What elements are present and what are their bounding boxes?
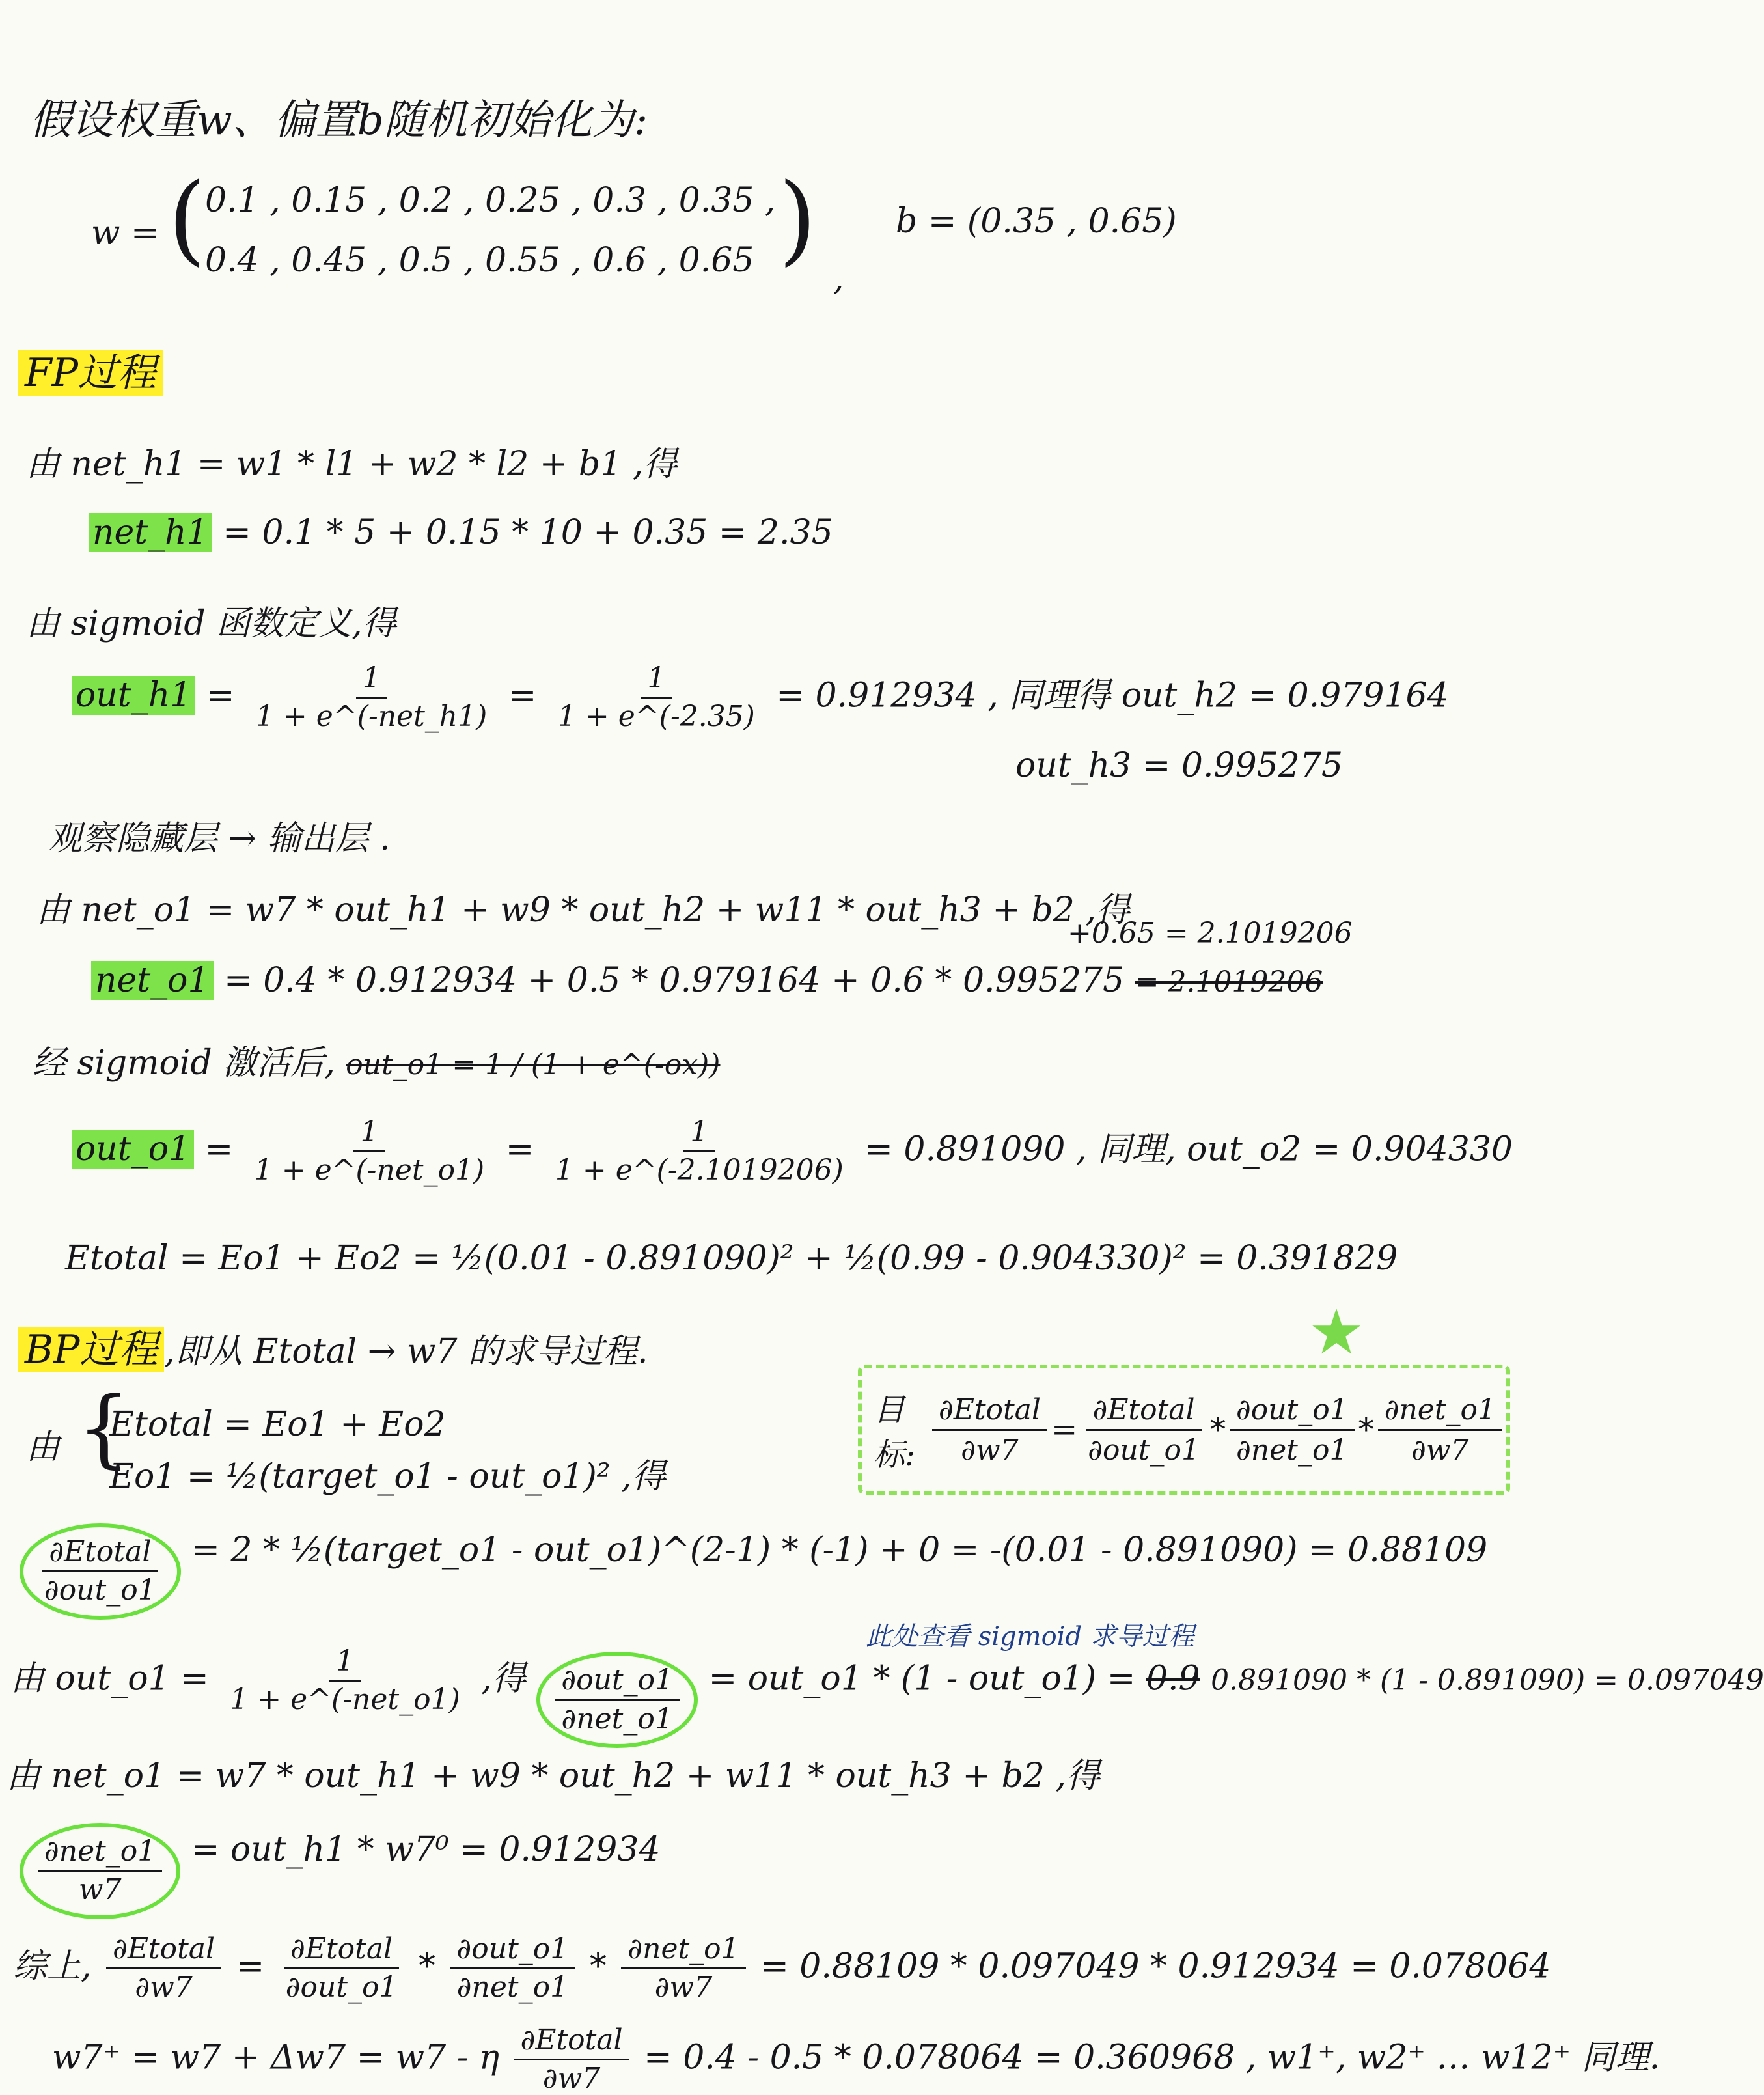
sigmoid-fraction-4: $\frac{1}{1 + e\^{}(-2.1019206)}$: [555, 1115, 844, 1187]
net-o1-highlight: net_o1: [91, 961, 214, 1000]
sigmoid-fraction-2: $\frac{1}{1 + e\^{}(-2.35)}$: [557, 661, 755, 734]
bp-derivative-2: 由 out_o1 = $\frac{1}{\text{1 + e\textasciicircum{}(-net\_o1)}}$ ,得 $\frac{\text{∂out\_o1}}{\text{∂net\_o1}}$ = out_o1 * (1 - out_o1) = 0.9 0.891090 * (1 - 0.891090) = 0.097049: [10, 1646, 1764, 1748]
bp-derivative-4: $\frac{\text{∂net\_o1}}{w7}$ = out_h1 * w7⁰ = 0.912934: [20, 1823, 660, 1919]
star-icon: ★: [1308, 1296, 1365, 1368]
fp-section-title: FP过程: [18, 352, 163, 395]
etotal-line: Etotal = Eo1 + Eo2 = ½(0.01 - 0.891090)² + ½(0.99 - 0.904330)² = 0.391829: [65, 1239, 1398, 1278]
fp-line-7: 由 net_o1 = w7 * out_h1 + w9 * out_h2 + w11 * out_h3 + b2 ,得: [36, 891, 1130, 930]
fp-line-2: net_h1 = 0.1 * 5 + 0.15 * 10 + 0.35 = 2.35: [89, 514, 833, 551]
w-label: w =: [91, 214, 159, 253]
left-paren: (: [168, 163, 206, 276]
b-equation: b = (0.35 , 0.65): [896, 202, 1177, 241]
derivative-circle-3: $\frac{\text{∂net\_o1}}{w7}$: [20, 1823, 180, 1919]
sigmoid-fraction-1: $\frac{1}{\text{1 + e\textasciicircum{}(-net\_h1)}}$: [255, 661, 488, 734]
brace: {: [77, 1378, 131, 1477]
fp-line-4: out_h1 = $\frac{1}{\text{1 + e\textasciicircum{}(-net\_h1)}}$ = $\frac{1}{1 + e\^{}(-2.35)}$ = 0.912934 , 同理得 out_h2 = 0.979164: [72, 663, 1449, 733]
bp-section-title: BP过程 ,即从 Etotal → w7 的求导过程.: [18, 1328, 648, 1371]
w-row-2: 0.4 , 0.45 , 0.5 , 0.55 , 0.6 , 0.65: [205, 241, 754, 280]
out-o1-highlight: out_o1: [72, 1130, 194, 1169]
summary-line: 综上, $\frac{\text{∂Etotal}}{\partial w7}$ = $\frac{\text{∂Etotal}}{\text{∂out\_o1}}$ * $\frac{\text{∂out\_o1}}{\text{∂net\_o1}}$ * $\frac{\text{∂net\_o1}}{\partial w7}$ = 0.88109 * 0.097049 * 0.912934 = 0.078064: [13, 1932, 1551, 2005]
goal-box: 目标: $\frac{\text{∂Etotal}}{\partial w7}$ = $\frac{\text{∂Etotal}}{\text{∂out\_o1}}$ * $\frac{\text{∂out\_o1}}{\text{∂net\_o1}}$ * $\frac{\text{∂net\_o1}}{\partial w7}$: [858, 1365, 1510, 1495]
fp-line-8-correction: +0.65 = 2.1019206: [1068, 917, 1353, 950]
comma: ,: [833, 259, 844, 298]
bp-derivative-1: $\frac{\text{∂Etotal}}{\text{∂out\_o1}}$ = 2 * ½(target_o1 - out_o1)^(2-1) * (-1) + 0 = -(0.01 - 0.891090) = 0.88109: [20, 1523, 1487, 1620]
bp-line-net-o1: 由 net_o1 = w7 * out_h1 + w9 * out_h2 + w11 * out_h3 + b2 ,得: [7, 1756, 1100, 1796]
bp-system-1: Etotal = Eo1 + Eo2: [109, 1405, 446, 1444]
bp-system-2: Eo1 = ½(target_o1 - out_o1)² ,得: [109, 1457, 666, 1496]
derivative-circle-1: $\frac{\text{∂Etotal}}{\text{∂out\_o1}}$: [20, 1523, 181, 1620]
fp-line-6: 观察隐藏层 → 输出层 .: [48, 819, 391, 858]
right-paren: ): [779, 163, 817, 276]
intro-line: 假设权重w、偏置b随机初始化为:: [30, 96, 648, 145]
fp-line-9: 经 sigmoid 激活后, out_o1 = 1 / (1 + e^(-ox)): [33, 1044, 721, 1083]
goal-label: 目标:: [874, 1392, 916, 1473]
sigmoid-note: 此处查看 sigmoid 求导过程: [866, 1622, 1194, 1652]
sigmoid-fraction-3: $\frac{1}{\text{1 + e\textasciicircum{}(-net\_o1)}}$: [254, 1115, 485, 1187]
out-h1-highlight: out_h1: [72, 676, 195, 715]
net-h1-highlight: net_h1: [89, 513, 212, 552]
w-row-1: 0.1 , 0.15 , 0.2 , 0.25 , 0.3 , 0.35 ,: [205, 181, 776, 220]
update-line: w7⁺ = w7 + Δw7 = w7 - η $\frac{\text{∂Etotal}}{\partial w7}$ = 0.4 - 0.5 * 0.078064 = 0.360968 , w1⁺, w2⁺ … w12⁺ 同理.: [52, 2023, 1661, 2095]
bp-system-prefix: 由: [26, 1428, 61, 1467]
fp-line-1: 由 net_h1 = w1 * l1 + w2 * l2 + b1 ,得: [26, 445, 678, 484]
fp-line-3: 由 sigmoid 函数定义,得: [26, 604, 396, 643]
fp-line-10: out_o1 = $\frac{1}{\text{1 + e\textasciicircum{}(-net\_o1)}}$ = $\frac{1}{1 + e\^{}(-2.1019206)}$ = 0.891090 , 同理, out_o2 = 0.904330: [72, 1117, 1513, 1187]
derivative-circle-2: $\frac{\text{∂out\_o1}}{\text{∂net\_o1}}$: [536, 1652, 698, 1748]
fp-line-8: net_o1 = 0.4 * 0.912934 + 0.5 * 0.979164 + 0.6 * 0.995275 = 2.1019206: [91, 962, 1323, 999]
fp-line-5: out_h3 = 0.995275: [1015, 746, 1344, 785]
